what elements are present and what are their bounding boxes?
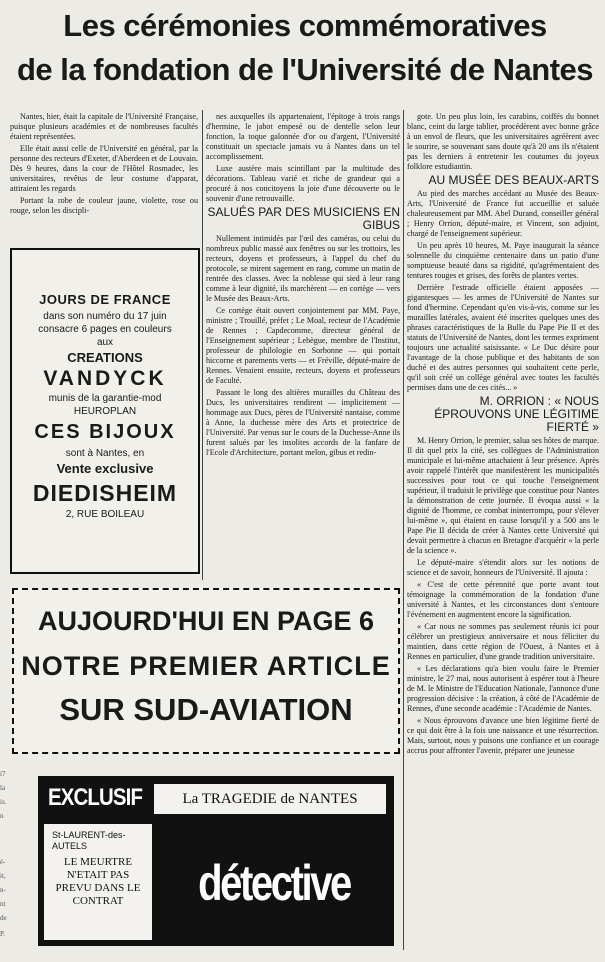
margin-fragment: is.: [0, 798, 7, 806]
place-label: St-LAURENT-des-AUTELS: [52, 830, 126, 851]
article-paragraph: « Car nous ne sommes pas seulement réunis ici pour célébrer un prestigieux anniversaire et nous féliciter du maintien, dans cette région de l'Ouest, à Nantes et à Rennes en particulier, d'une grande tradition universitaire.: [407, 622, 599, 661]
ad-line: JOURS DE FRANCE: [39, 292, 171, 307]
article-paragraph: Passant le long des altières murailles du Château des Ducs, les universitaires rendirent — implicitement — hommage aux Ducs, pères de l'Université nantaise, comme à Anne, la duchesse mère des Arts et protectrice de l'Université. Par venus sur le cours de la Duchesse-Anne ils furent salués par les insolites accords de la fanfare de l'Ecole d'Architecture, portant melon, gibus et redin-: [206, 388, 400, 457]
article-column-2: [206, 112, 400, 572]
ad-line: sont à Nantes, en: [65, 448, 145, 459]
article-paragraph: gote. Un peu plus loin, les carabins, coiffés du bonnet blanc, ceint du large tablier, procédèrent avec bonne grâce à un envol de fleurs, que les universitaires agréèrent avec le sourire, se souvenant sans doute qu'à 20 ans ils n'étaient pas les derniers à entretenir les coutumes du joyeux folklore estudiantin.: [407, 112, 599, 171]
subheading: M. ORRION : « NOUS ÉPROUVONS UNE LÉGITIME FIERTÉ »: [434, 394, 599, 434]
ad-line: VANDYCK: [43, 367, 167, 390]
margin-fragment: de: [0, 914, 7, 922]
article-paragraph: Ce cortège était ouvert conjointement par MM. Paye, ministre ; Trouillé, préfet ; Le Moal, recteur de l'Académie de Rennes ; Capdecomme, directeur général de l'Enseignement supérieur ; Lebègue, membre de l'Institut, professeur de philologie en Sorbonne — qui portait hiccorne et parements verts — et Fréville, député-maire de Rennes. Venaient ensuite, recteurs, doyens et professeurs de Faculté.: [206, 306, 400, 385]
article-paragraph: Le député-maire s'étendit alors sur les notions de science et de savoir, honneurs de l'Université. Il ajouta :: [407, 558, 599, 577]
ad-line: CES BIJOUX: [34, 421, 176, 443]
detective-advertisement: [38, 776, 394, 946]
article-paragraph: Au pied des marches accédant au Musée des Beaux-Arts, l'Université de France fut accueillie et saluée chaleureusement par MM. Abel Durand, conseiller général ; Henry Orrion, député-maire, et Vincent, son adjoint, chargé de l'enseignement supérieur.: [407, 189, 599, 238]
jours-de-france-advertisement: [10, 248, 200, 574]
ad-line: dans son numéro du 17 juin: [43, 311, 167, 322]
margin-fragment: la: [0, 784, 6, 792]
ad-line: AUJOURD'HUI EN PAGE 6: [38, 606, 374, 636]
article-column-1: [10, 112, 198, 244]
subheading: SALUÉS PAR DES MUSICIENS EN GIBUS: [207, 205, 400, 232]
margin-fragment: P.: [0, 930, 5, 938]
article-paragraph: « C'est de cette pérennité que porte avant tout témoignage la commémoration de la fondation d'une université à Nantes, et les circonstances dont s'entoure l'événement en augmentent encore la signification.: [407, 580, 599, 619]
article-paragraph: « Nous éprouvons d'avance une bien légitime fierté de ce qui doit être à la fois une naissance et une résurrection. Mais, surtout, nous y puisons une confiance et un courage accrus pour affronter l'avenir, préparer une jeunesse: [407, 716, 599, 755]
ad-line: DIEDISHEIM: [32, 480, 178, 506]
ad-line: aux: [96, 337, 114, 348]
detective-logo: détective: [198, 855, 350, 911]
tragedie-banner: La TRAGEDIE de NANTES: [154, 784, 386, 814]
margin-fragment: nt: [0, 900, 6, 908]
ad-line: SUR SUD-AVIATION: [59, 692, 353, 727]
article-paragraph: « Les déclarations qu'a bien voulu faire le Premier ministre, le 27 mai, nous autorisent à espérer tout à l'heure de M. le Ministre de l'Education Nationale, l'annonce d'une progression décisive : la création, à côté de l'Académie de Rennes, d'une seconde académie : l'Académie de Nantes.: [407, 664, 599, 713]
ad-line: consacre 6 pages en couleurs: [38, 324, 172, 335]
ad-line: munis de la garantie-mod: [48, 393, 162, 404]
caption-text: LE MEURTRE N'ETAIT PAS PREVU DANS LE CONTRAT: [55, 856, 141, 907]
column-rule: [403, 110, 404, 950]
margin-fragment: i7: [0, 770, 6, 778]
caption-box: [44, 824, 152, 940]
article-paragraph: Nantes, hier, était la capitale de l'Université Française, puisque plusieurs académies et de nombreuses facultés étaient représentées.: [10, 112, 198, 141]
ad-line: CREATIONS: [67, 350, 143, 365]
margin-fragment: n: [0, 812, 4, 820]
column-rule: [202, 110, 203, 580]
article-paragraph: nes auxquelles ils appartenaient, l'épitoge à trois rangs d'hermine, le jabot empesé ou de dentelle selon leur fonction, la toque galonnée d'or ou d'argent, l'Université constituait un spectacle jamais vu à Nantes dans un tel accomplissement.: [206, 112, 400, 161]
ad-line: 2, RUE BOILEAU: [65, 509, 145, 520]
subheading: AU MUSÉE DES BEAUX-ARTS: [428, 173, 599, 187]
ad-line: NOTRE PREMIER ARTICLE: [21, 651, 391, 681]
sud-aviation-advertisement: [12, 588, 400, 754]
margin-fragment: é-: [0, 858, 6, 866]
headline-line-1: Les cérémonies commémoratives: [63, 8, 547, 43]
article-paragraph: Luxe austère mais scintillant par la multitude des décorations. Tableau varié et riche de grandeur qui a procuré à nos concitoyens la joie d'une découverte ou le souvenir d'une retrouvaille.: [206, 164, 400, 203]
ad-line: Vente exclusive: [56, 461, 154, 476]
article-paragraph: Portant la robe de couleur jaune, violette, rose ou rouge, selon les discipli-: [10, 196, 198, 215]
article-paragraph: Nullement intimidés par l'œil des caméras, ou celui du nombreux public massé aux fenêtres ou sur les trottoirs, les recteurs, doyens et professeurs, à l'appel du chef du protocole, se mirent sagement en rang, comme un matin de rentrée des classes. Avec la noblesse qui sied à leur rang comme à leur dignité, ils marchèrent — en cortège — vers le Musée des Beaux-Arts.: [206, 234, 400, 303]
ad-line: HEUROPLAN: [73, 406, 137, 417]
margin-fragment: it,: [0, 872, 6, 880]
article-paragraph: Derrière l'estrade officielle étaient apposées — gigantesques — les armes de l'Université de Nantes sur fond d'hermine. Cependant qu'en vis-à-vis, comme sur les murailles latérales, avaient été inscrites quelques unes des phrases caractéristiques de la Bulle du Pape Pie II et des statuts de l'Université de Nantes, dont les termes expriment toujours une actualité saisissante. « Le Duc désire pour l'avantage de la chose publique et des habitants de son duché et des autres personnes qui souhaitent cette perle, qu'il soit créé un collège général avec toutes les facultés permises dans une de ces cités... »: [407, 283, 599, 392]
article-paragraph: M. Henry Orrion, le premier, salua ses hôtes de marque. Il dit quel prix la cité, ses collègues de l'Administration municipale et lui-même attachaient à leur présence. Après avoir rappelé l'intérêt que manifestèrent les municipalités successives pour tout ce qui touche l'enseignement supérieur, il traduisit le privilège que constitue pour Nantes la démonstration de cette journée. Il évoqua aussi « la dignité de l'homme, ce combat ininterrompu, pour s'élever lui-même », qui étaient en cause lorsqu'il y a 500 ans le Pape Pie II décida de créer à Nantes cette Université qui devait permettre à chacun en Bretagne d'acquérir « la perle de la science ».: [407, 436, 599, 555]
exclusif-label: EXCLUSIF: [48, 784, 143, 811]
margin-fragment: n-: [0, 886, 6, 894]
headline-line-2: de la fondation de l'Université de Nantes: [17, 52, 593, 87]
article-paragraph: Un peu après 10 heures, M. Paye inaugurait la séance solennelle du cinquième centenaire dans un patio d'une somptueuse beauté dans sa rigidité, qu'agrémentaient des tentures rouges et grises, des forêts de plantes vertes.: [407, 241, 599, 280]
article-column-3: [407, 112, 599, 954]
article-paragraph: Elle était aussi celle de l'Université en général, par la personne des recteurs d'Exeter, d'Aberdeen et de Louvain. Dès 9 heures, dans la cour de l'Hôtel Rosmadec, les universitaires, revêtus de leur costume d'apparat, attiraient les regards: [10, 144, 198, 193]
